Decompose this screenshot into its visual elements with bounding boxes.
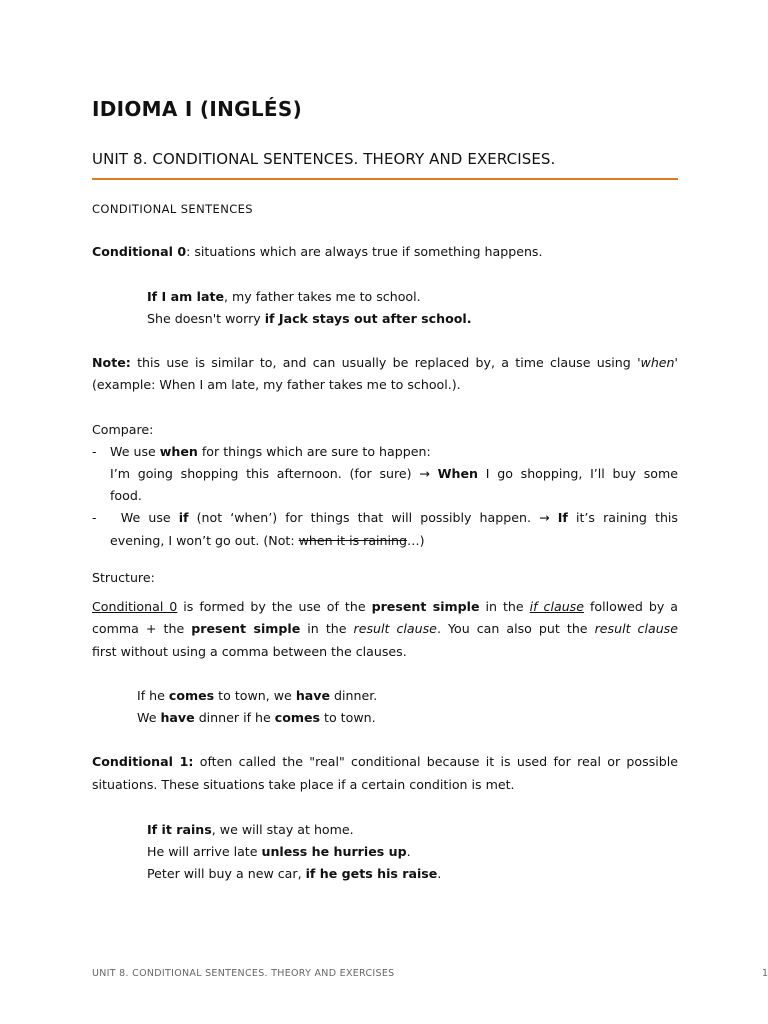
cond0-ex1-bold: If I am late	[147, 289, 225, 304]
s-ex1-c: dinner.	[330, 688, 378, 703]
note-label: Note:	[92, 355, 131, 370]
bullet2-l2-b: …)	[407, 533, 425, 548]
s-ex2-bold-2: comes	[274, 710, 321, 725]
section-heading: CONDITIONAL SENTENCES	[92, 202, 253, 216]
compare-bullet-1-line-3: food.	[110, 488, 142, 503]
compare-bullet-2	[92, 507, 678, 529]
s-ex2-a: We	[137, 710, 161, 725]
cond0-example-2	[147, 311, 472, 327]
s-ex2-bold-1: have	[160, 710, 195, 725]
note-text: this use is similar to, and can usually be replaced by, a time clause using	[130, 355, 638, 370]
structure-label: Structure:	[92, 570, 155, 585]
compare-bullet-1	[92, 444, 431, 460]
p1-underline: Conditional 0	[92, 599, 178, 614]
bullet2-if2: If	[557, 510, 568, 525]
s-ex1-bold-2: have	[295, 688, 331, 703]
p2-c: . You can also put the	[436, 621, 595, 636]
cond1-example-1	[147, 822, 354, 838]
document-title: IDIOMA I (INGLÉS)	[92, 97, 303, 121]
bullet1-l2-bold: When	[437, 466, 478, 481]
bullet1-l2-a: I’m going shopping this afternoon. (for sure)	[110, 466, 420, 481]
bullet1-a: We use	[110, 444, 160, 459]
page-footer: UNIT 8. CONDITIONAL SENTENCES. THEORY AND EXERCISES	[92, 968, 395, 979]
s-ex2-c: to town.	[320, 710, 376, 725]
cond0-example-1	[147, 289, 421, 305]
c1-ex1-rest: , we will stay at home.	[211, 822, 354, 837]
structure-para-line-3: first without using a comma between the clauses.	[92, 644, 407, 659]
c1-ex2-bold: unless he hurries up	[261, 844, 407, 859]
p2-italic-1: result clause	[353, 621, 437, 636]
bullet2-l2-a: evening, I won’t go out. (Not:	[110, 533, 299, 548]
cond0-ex2-start: She doesn't worry	[147, 311, 265, 326]
s-ex1-a: If he	[137, 688, 169, 703]
bullet2-c: it’s raining this	[567, 510, 678, 525]
p1-a: is formed by the use of the	[177, 599, 372, 614]
p2-a: comma + the	[92, 621, 192, 636]
compare-bullet-1-line-2	[110, 463, 678, 485]
arrow-icon: →	[419, 466, 430, 481]
cond1-label: Conditional 1:	[92, 754, 194, 769]
cond1-example-3	[147, 866, 441, 882]
p2-b: in the	[300, 621, 354, 636]
unit-heading: UNIT 8. CONDITIONAL SENTENCES. THEORY AND EXERCISES.	[92, 150, 556, 168]
cond0-ex1-rest: , my father takes me to school.	[224, 289, 421, 304]
s-ex2-b: dinner if he	[194, 710, 275, 725]
compare-label: Compare:	[92, 422, 154, 437]
c1-ex3-bold: if he gets his raise	[305, 866, 438, 881]
s-ex1-bold-1: comes	[168, 688, 215, 703]
cond0-text: : situations which are always true if something happens.	[186, 244, 543, 259]
c1-ex3-b: .	[437, 866, 442, 881]
structure-example-1	[137, 688, 377, 704]
heading-divider	[92, 178, 678, 180]
c1-ex3-a: Peter will buy a new car,	[147, 866, 306, 881]
c1-ex2-a: He will arrive late	[147, 844, 262, 859]
bullet-dash: -	[92, 444, 97, 459]
note-when: 'when'	[637, 355, 678, 370]
cond1-example-2	[147, 844, 411, 860]
bullet2-strike: when it is raining	[298, 533, 407, 548]
structure-para-line-2	[92, 618, 678, 640]
cond1-definition-line-2: situations. These situations take place if a certain condition is met.	[92, 777, 515, 792]
cond0-ex2-bold: if Jack stays out after school.	[264, 311, 472, 326]
structure-example-2	[137, 710, 376, 726]
page-number: 1	[762, 968, 768, 979]
p1-c: followed by a	[584, 599, 678, 614]
p1-bold: present simple	[371, 599, 480, 614]
note-line-2: (example: When I am late, my father takes me to school.).	[92, 377, 461, 392]
p2-italic-2: result clause	[594, 621, 678, 636]
bullet2-a: We use	[120, 510, 179, 525]
p1-if-clause: if clause	[529, 599, 584, 614]
bullet1-l2-b: I go shopping, I’ll buy some	[478, 466, 678, 481]
structure-para-line-1	[92, 596, 678, 618]
note-line-1	[92, 352, 678, 374]
p2-bold: present simple	[191, 621, 301, 636]
bullet-dash: -	[92, 510, 97, 525]
arrow-icon: →	[539, 510, 550, 525]
compare-bullet-2-line-2	[110, 533, 425, 549]
bullet2-b: (not ‘when’) for things that will possibly happen.	[188, 510, 540, 525]
bullet1-bold: when	[159, 444, 198, 459]
cond1-text: often called the "real" conditional because it is used for real or possible	[193, 754, 678, 769]
s-ex1-b: to town, we	[214, 688, 296, 703]
cond0-definition	[92, 244, 543, 260]
c1-ex1-bold: If it rains	[147, 822, 212, 837]
c1-ex2-b: .	[406, 844, 411, 859]
cond0-label: Conditional 0	[92, 244, 187, 259]
bullet2-if: if	[178, 510, 189, 525]
p1-b: in the	[479, 599, 530, 614]
cond1-definition-line-1	[92, 751, 678, 773]
bullet1-b: for things which are sure to happen:	[197, 444, 431, 459]
